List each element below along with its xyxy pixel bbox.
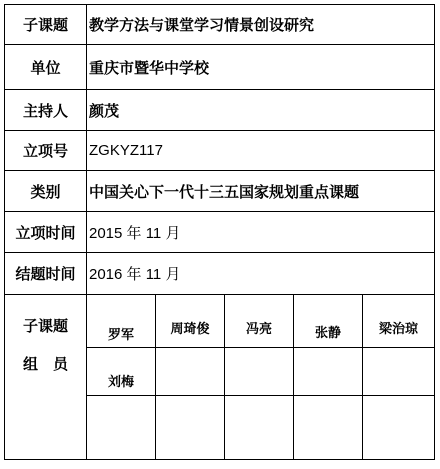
host-value: 颜茂 (89, 101, 120, 120)
member-name: 冯亮 (245, 321, 272, 337)
member-name: 刘梅 (107, 374, 134, 390)
member-grid-divider (293, 294, 294, 459)
start-date-value: 2015 年 11 月 (89, 224, 181, 242)
start-date-label: 立项时间 (15, 223, 76, 242)
end-date-label: 结题时间 (15, 265, 76, 283)
end-date-value: 2016 年 11 月 (89, 266, 181, 283)
project-number-value: ZGKYZ117 (89, 142, 163, 159)
member-name: 罗军 (107, 327, 134, 343)
project-info-table (4, 4, 435, 460)
subject-label: 子课题 (22, 16, 68, 34)
unit-label: 单位 (30, 58, 61, 77)
member-grid-divider (87, 347, 434, 348)
member-name: 张静 (314, 325, 341, 341)
row-divider (5, 294, 434, 295)
member-name: 周琦俊 (170, 321, 210, 337)
unit-value: 重庆市暨华中学校 (89, 58, 210, 77)
host-label: 主持人 (22, 101, 68, 120)
category-value: 中国关心下一代十三五国家规划重点课题 (89, 182, 360, 201)
subject-value: 教学方法与课堂学习情景创设研究 (89, 16, 315, 34)
project-number-label: 立项号 (22, 142, 68, 160)
members-label-line2: 组 员 (22, 354, 68, 373)
member-grid-divider (87, 395, 434, 396)
category-label: 类别 (30, 182, 61, 201)
member-name: 梁治琼 (378, 321, 418, 337)
members-label-line1: 子课题 (22, 316, 68, 335)
